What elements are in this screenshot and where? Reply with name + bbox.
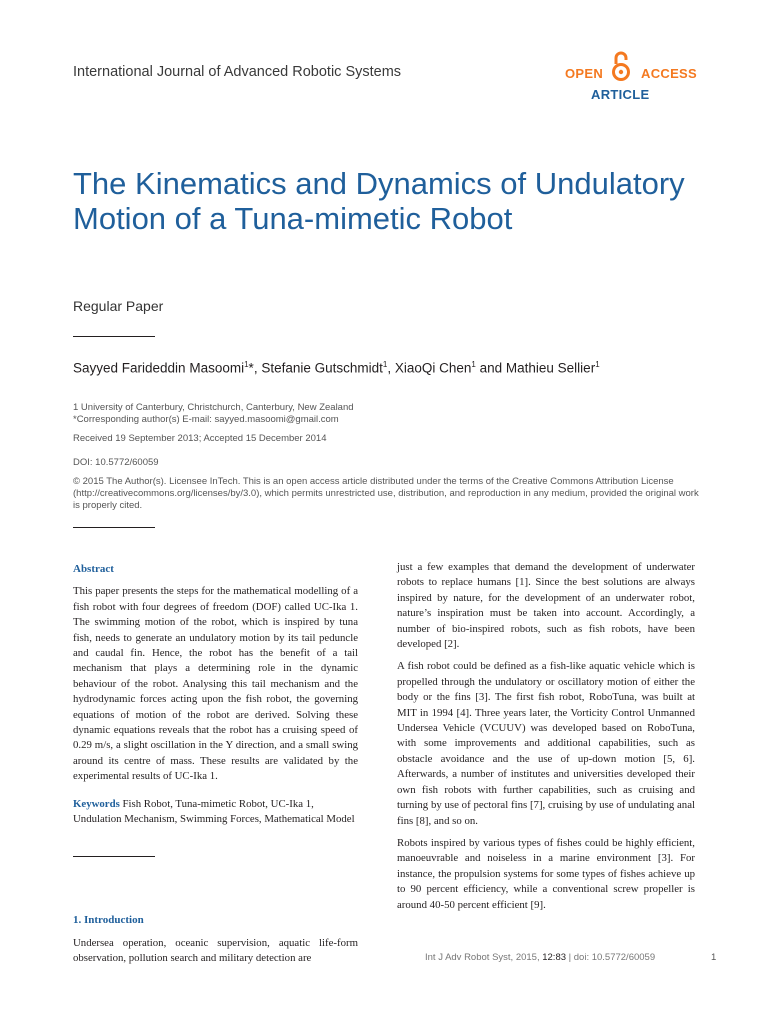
body-paragraph: just a few examples that demand the development of underwater robots to replace humans [1]. Since the best solutions are always inspired by nature, for the development of an underwater robot, nature’s inspiration must be taken into account. Accordingly, a number of bio-inspired robots, such as fish robots, have been developed [2].	[397, 561, 695, 651]
author-name: Mathieu Sellier	[505, 360, 596, 376]
footer-citation	[425, 952, 655, 963]
keywords-text: Fish Robot, Tuna-mimetic Robot, UC-Ika 1, Undulation Mechanism, Swimming Forces, Mathematical Model	[73, 797, 355, 826]
open-access-open-label: OPEN	[565, 66, 604, 81]
keywords-label: Keywords	[73, 797, 120, 810]
received-accepted-dates: Received 19 September 2013; Accepted 15 December 2014	[73, 433, 327, 444]
paper-type: Regular Paper	[73, 298, 164, 314]
corresponding-author: *Corresponding author(s) E-mail: sayyed.masoomi@gmail.com	[73, 414, 339, 425]
affiliation: 1 University of Canterbury, Christchurch, Canterbury, New Zealand	[73, 402, 354, 413]
divider	[73, 527, 155, 528]
introduction-paragraph: Undersea operation, oceanic supervision, aquatic life-form observation, pollution search and military detection are	[73, 936, 358, 965]
page-number: 1	[711, 952, 717, 963]
open-access-article-label: ARTICLE	[591, 87, 650, 102]
body-paragraph: A fish robot could be defined as a fish-like aquatic vehicle which is propelled through the undulatory or oscillatory motion of either the body or the fins [3]. The first fish robot, RoboTuna, was built at MIT in 1994 [4]. Three years later, the Vorticity Control Unmanned Undersea Vehicle (VCUUV) was developed based on RoboTuna, with some improvements and additional capabilities, such as obstacle avoidance and the use of up-down motion [5, 6]. Afterwards, a number of institutes and universities developed their own fish robots with further capabilities, such as cruising and turning by use of pectoral fins [7], cruising by use of undulating anal fins [8], and so on.	[397, 660, 695, 827]
author-affiliation-mark: 1	[595, 360, 600, 369]
open-access-lock-icon	[610, 50, 632, 82]
left-column	[73, 562, 358, 974]
footer-citation-prefix: Int J Adv Robot Syst, 2015,	[425, 952, 543, 963]
introduction-heading: 1. Introduction	[73, 913, 144, 926]
body-paragraph: Robots inspired by various types of fishes could be highly efficient, manoeuvrable and noiseless in a marine environment [3]. For instance, the propulsion systems for some types of fishes achieve up to 90 percent efficiency, while a conventional screw propeller is around 40-50 percent efficient [9].	[397, 836, 695, 911]
license-notice: © 2015 The Author(s). Licensee InTech. This is an open access article distributed under the terms of the Creative Commons Attribution License (http://creativecommons.org/licenses/by/3.0), which permits unrestricted use, distribution, and reproduction in any medium, provided the original work is properly cited.	[73, 476, 699, 511]
keywords	[73, 797, 358, 828]
footer-doi: | doi: 10.5772/60059	[566, 952, 656, 963]
author-name: XiaoQi Chen	[394, 360, 472, 376]
author-affiliation-mark: 1	[471, 360, 476, 369]
author-list: Sayyed Farideddin Masoomi$^1$*, Stefanie Gutschmidt$^1$, XiaoQi Chen$^1$ and Mathieu Sellier$^1$	[73, 360, 600, 376]
paper-title: The Kinematics and Dynamics of Undulatory Motion of a Tuna-mimetic Robot	[73, 166, 685, 236]
footer-volume: 12:83	[542, 952, 567, 963]
right-column	[397, 560, 695, 920]
open-access-access-label: ACCESS	[641, 66, 697, 81]
author-name: Sayyed Farideddin Masoomi	[73, 360, 245, 376]
author-affiliation-mark: 1	[382, 360, 388, 369]
divider	[73, 856, 155, 857]
open-access-badge	[565, 50, 705, 110]
doi: DOI: 10.5772/60059	[73, 457, 159, 468]
abstract-text: This paper presents the steps for the mathematical modelling of a fish robot with four degrees of freedom (DOF) called UC-Ika 1. The swimming motion of the robot, which is inspired by tuna fish, needs to generate an undulatory motion by its tail peduncle and caudal fin. Hence, the robot has the benefit of a tail mechanism that plays a determining role in the dynamic behaviour of the robot. Analysing this tail mechanism and the hydrodynamic forces acting upon the fish robot, the governing equations of motion of the robot are derived. Solving these dynamic equations reveals that the robot has a cruising speed of 0.29 m/s, a slight oscillation in the Y direction, and a small swing around its centre of mass. These results are validated by the experimental results of UC-Ika 1.	[73, 585, 358, 783]
corresponding-mark: *	[248, 360, 254, 376]
journal-name: International Journal of Advanced Robotic Systems	[73, 64, 402, 80]
author-name: Stefanie Gutschmidt	[261, 360, 383, 376]
author-affiliation-mark: 1	[244, 360, 249, 369]
abstract-heading: Abstract	[73, 563, 114, 575]
divider	[73, 336, 155, 337]
